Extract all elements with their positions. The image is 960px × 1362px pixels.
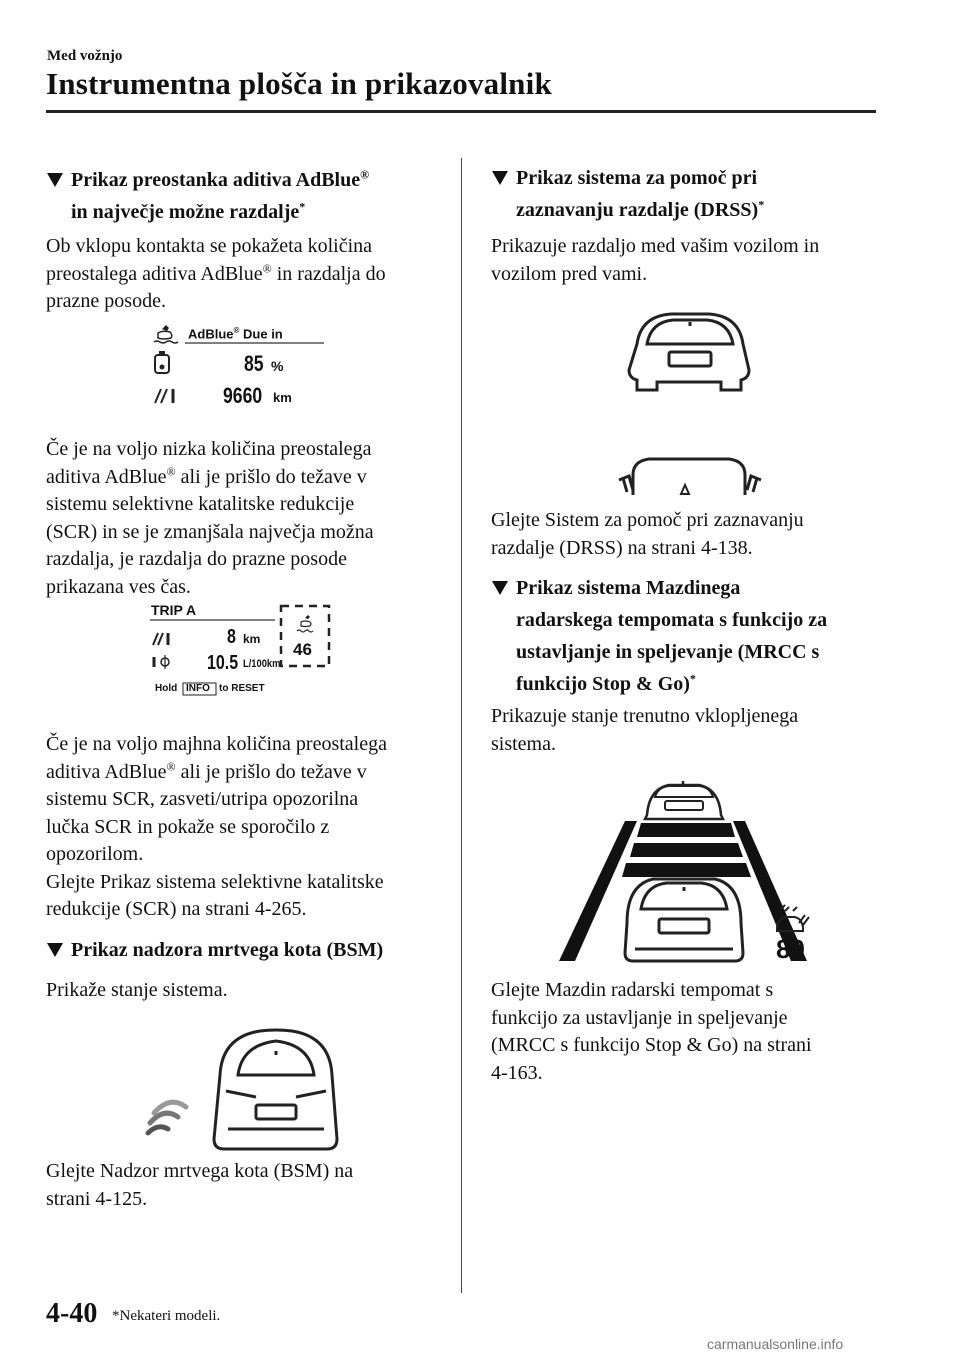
car-rear-icon <box>214 1030 337 1149</box>
watermark: carmanualsonline.info <box>707 1336 844 1352</box>
adblue-due-title: AdBlue® Due in <box>188 326 283 342</box>
adblue-range-unit: km <box>273 390 292 405</box>
heading-bsm: Prikaz nadzora mrtvega kota (BSM) <box>71 934 456 966</box>
heading-adblue: Prikaz preostanka aditiva AdBlue® in največje možne razdalje* <box>71 164 451 228</box>
trip-adblue-value: 46 <box>293 640 312 659</box>
section-label: Med vožnjo <box>47 48 123 64</box>
triangle-bullet-icon <box>492 581 508 595</box>
triangle-bullet-icon <box>47 173 63 187</box>
header-rule <box>46 110 876 113</box>
adblue-percent-unit: % <box>271 358 284 374</box>
bsm-body: Prikaže stanje sistema. <box>46 979 228 1001</box>
trip-distance-value: 8 <box>227 626 236 648</box>
drss-ref: Glejte Sistem za pomoč pri zaznavanju razdalje (DRSS) na strani 4-138. <box>491 509 804 559</box>
trip-distance-unit: km <box>243 632 261 646</box>
reset-label: to RESET <box>219 683 265 694</box>
adblue-percent-value: 85 <box>244 351 264 376</box>
mrcc-set-speed: 80 <box>776 934 805 964</box>
adblue-range-value: 9660 <box>223 383 263 408</box>
own-car-hood-icon <box>619 459 761 495</box>
mrcc-ref: Glejte Mazdin radarski tempomat s funkcijo za ustavljanje in speljevanje (MRCC s funkcijo Stop & Go) na strani 4-163. <box>491 979 812 1084</box>
adblue-tank-icon <box>154 325 178 343</box>
range-road-icon <box>155 389 173 403</box>
bsm-warning-waves-icon <box>148 1102 186 1133</box>
adblue-intro: Ob vklopu kontakta se pokažeta količina preostalega aditiva AdBlue® in razdalja do prazne posode. <box>46 235 386 312</box>
footnote: *Nekateri modeli. <box>112 1308 221 1324</box>
distance-bars <box>622 823 751 877</box>
leading-car-small-icon <box>645 781 723 819</box>
adblue-low-text: Če je na voljo nizka količina preostalega aditiva AdBlue® ali je prišlo do težave v sistemu selektivne katalitske redukcije (SCR) in se je zmanjšala največja možna razdalja, je razdalja do prazne posode prikazana ves čas. <box>46 438 374 598</box>
adblue-scr-text: Če je na voljo majhna količina preostalega aditiva AdBlue® ali je prišlo do težave v sistemu SCR, zasveti/utripa opozorilna lučka SCR in pokaže se sporočilo z opozorilom. Glejte Prikaz sistema selektivne katalitske redukcije (SCR) na strani 4-265. <box>46 733 387 920</box>
trip-fuel-unit: L/100km <box>243 658 281 670</box>
trip-display-figure <box>145 600 345 700</box>
info-button-label: INFO <box>186 683 210 694</box>
drss-body: Prikazuje razdaljo med vašim vozilom in vozilom pred vami. <box>491 235 820 285</box>
triangle-bullet-icon <box>47 943 63 957</box>
hold-label: Hold <box>155 683 178 694</box>
own-car-icon <box>625 879 743 961</box>
page-title: Instrumentna plošča in prikazovalnik <box>46 66 552 101</box>
trip-range-road-icon <box>153 633 168 645</box>
column-divider <box>461 158 462 1293</box>
trip-fuel-value: 10.5 <box>207 652 239 674</box>
page-number: 4-40 <box>46 1298 98 1329</box>
bsm-car-figure <box>140 1025 350 1155</box>
heading-drss: Prikaz sistema za pomoč pri zaznavanju razdalje (DRSS)* <box>516 162 876 226</box>
adblue-small-icon <box>297 615 313 632</box>
bsm-ref: Glejte Nadzor mrtvega kota (BSM) na strani 4-125. <box>46 1160 354 1210</box>
heading-mrcc: Prikaz sistema Mazdinega radarskega tempomata s funkcijo za ustavljanje in speljevanje (MRCC s funkcijo Stop & Go)* <box>516 572 876 700</box>
triangle-bullet-icon <box>492 171 508 185</box>
drss-figure <box>615 310 765 505</box>
droplet-tank-icon <box>155 351 169 373</box>
trip-label: TRIP A <box>151 602 197 618</box>
fuel-economy-icon <box>154 655 169 669</box>
mrcc-body: Prikazuje stanje trenutno vklopljenega sistema. <box>491 705 799 755</box>
adblue-display-figure <box>140 323 330 413</box>
